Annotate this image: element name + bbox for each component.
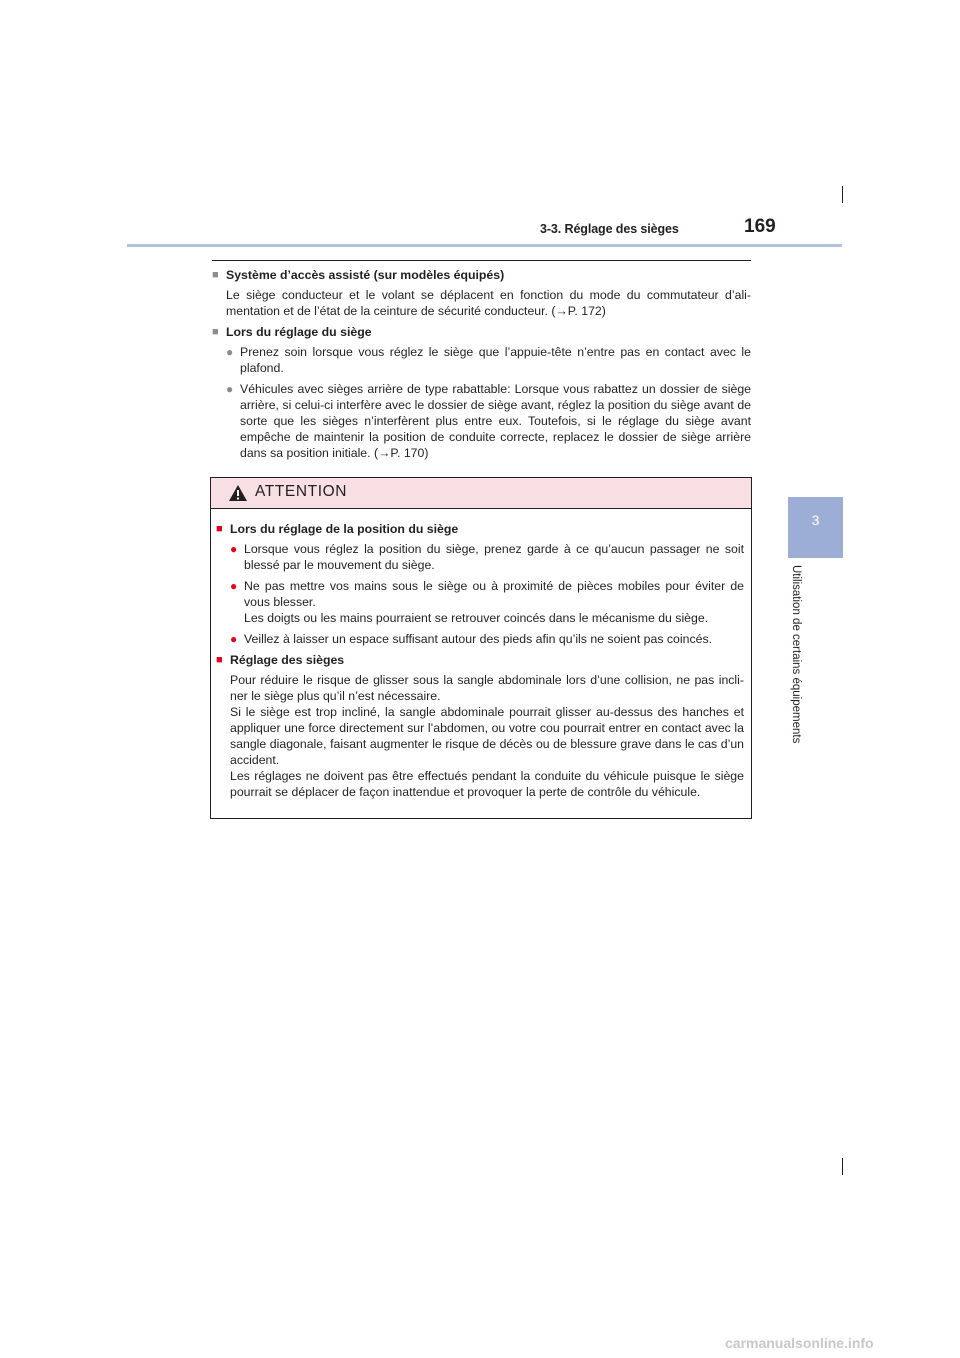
attention-heading: ■ Lors du réglage de la position du siège [216,521,744,537]
attention-title: ATTENTION [255,483,348,500]
section-title: 3-3. Réglage des sièges [540,222,679,236]
crop-mark-bottom [842,1158,843,1175]
attention-paragraph: Les réglages ne doivent pas être effectués pendant la conduite du véhicule puisque le siège pourrait se déplacer de façon inattendue et provoquer la perte de contrôle du véhicule. [230,769,744,799]
bullet-text-2: Les doigts ou les mains pourraient se retrouver coincés dans le mécanisme du siège. [244,611,709,625]
crop-mark-top [842,186,843,203]
header-rule [127,244,842,247]
chapter-tab [788,497,843,558]
attention-paragraphs [230,672,744,800]
note-text: Le siège conducteur et le volant se déplacent en fonction du mode du commutateur d’ali-mentation et de l’état de la ceinture de sécurité conducteur. (→P. 172) [226,288,751,318]
page-number: 169 [744,216,776,237]
bullet-text: Lorsque vous réglez la position du siège, prenez garde à ce qu’aucun passager ne soit blessé par le mouvement du siège. [244,542,744,572]
attention-bullet [230,631,744,647]
attention-bullet [230,578,744,626]
chapter-label: Utilisation de certains équipements [790,565,802,744]
note-heading: ■ Système d’accès assisté (sur modèles équipés) [212,267,751,283]
content-rule [212,260,751,261]
note-bullet: ● Véhicules avec sièges arrière de type rabattable: Lorsque vous rabattez un dossier de siège arrière, si celui-ci interfère avec le dossier de siège avant, réglez la position du siège avant de sorte que les sièges n’interfèrent plus entre eux. Toutefois, si le réglage du siège avant empêche de maintenir la position de conduite correcte, replacez le dossier de siège arrière dans sa position initiale. (→P. 170) [226,381,751,461]
chapter-number: 3 [811,512,820,528]
attention-box [210,477,752,819]
attention-body [216,521,744,800]
note-bullet: ● Prenez soin lorsque vous réglez le siège que l’appuie-tête n’entre pas en contact avec le plafond. [226,344,751,376]
notes-section [212,267,751,466]
bullet-text: Ne pas mettre vos mains sous le siège ou à proximité de pièces mobiles pour éviter de vous blesser. [244,579,744,609]
attention-heading: ■ Réglage des sièges [216,652,744,668]
warning-triangle-icon [228,484,248,502]
bullet-text: Veillez à laisser un espace suffisant autour des pieds afin qu’ils ne soient pas coincés. [244,632,713,646]
note-heading: ■ Lors du réglage du siège [212,324,751,340]
attention-paragraph: Si le siège est trop incliné, la sangle abdominale pourrait glisser au-dessus des hanches et appliquer une force directement sur l’abdomen, ou votre cou pourrait entrer en contact avec la sangle diagonale, faisant augmenter le risque de décès ou de blessure grave dans le cas d’un accident. [230,705,744,767]
attention-header [211,478,751,509]
attention-paragraph: Pour réduire le risque de glisser sous la sangle abdominale lors d’une collision, ne pas incli-ner le siège plus qu’il n’est nécessaire. [230,673,744,703]
attention-bullet [230,541,744,573]
watermark: carmanualsonline.info [725,1335,874,1351]
